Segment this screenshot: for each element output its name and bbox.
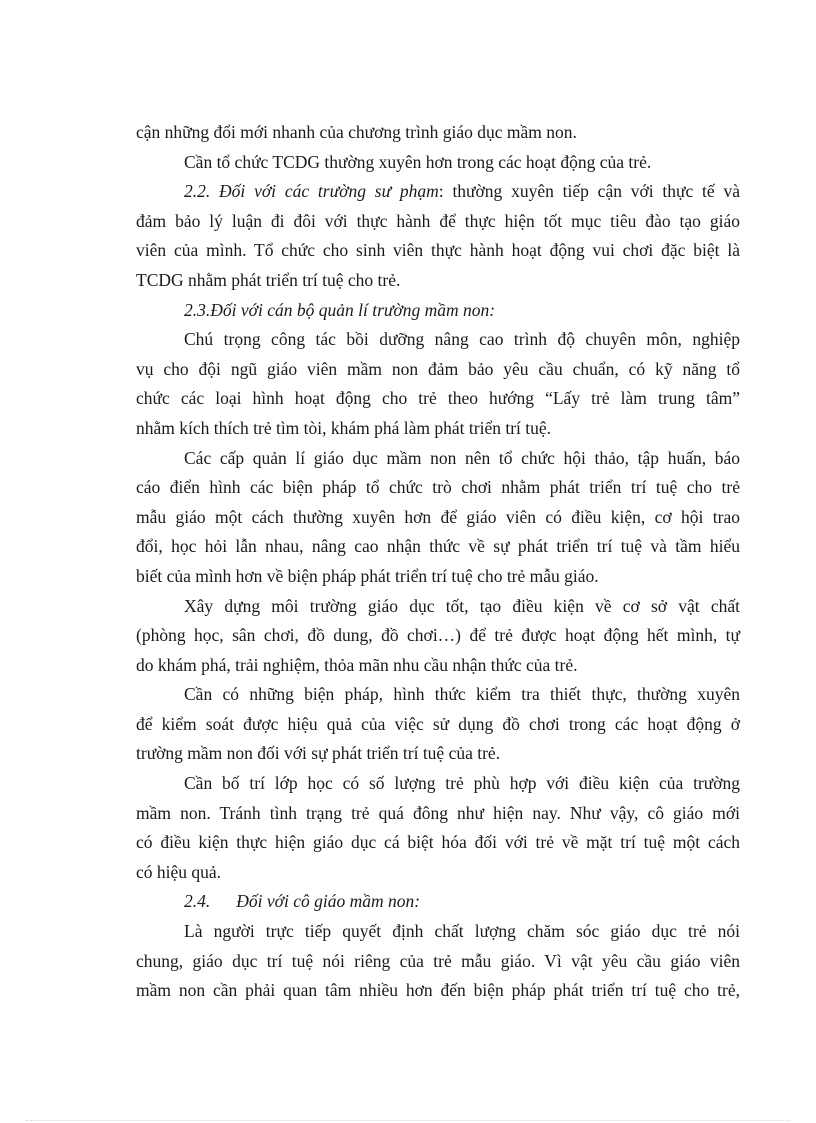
text-line: mẫu giáo một cách thường xuyên hơn để giáo viên có điều kiện, cơ hội trao <box>136 506 740 527</box>
section-heading-2-4 <box>136 887 740 917</box>
text-line: đảm bảo lý luận đi đôi với thực hành để thực hiện tốt mục tiêu đào tạo giáo <box>136 210 740 231</box>
text-line: cáo điển hình các biện pháp tổ chức trò chơi nhằm phát triển trí tuệ cho trẻ <box>136 477 740 498</box>
text-line: Các cấp quản lí giáo dục mầm non nên tổ chức hội thảo, tập huấn, báo <box>184 447 740 468</box>
text-line: vụ cho đội ngũ giáo viên mầm non đảm bảo yêu cầu chuẩn, có kỹ năng tổ <box>136 358 740 379</box>
text-line: Là người trực tiếp quyết định chất lượng chăm sóc giáo dục trẻ nói <box>184 921 740 942</box>
paragraph <box>136 325 740 443</box>
text-line: mầm non. Tránh tình trạng trẻ quá đông như hiện nay. Như vậy, cô giáo mới <box>136 802 740 823</box>
section-number: 2.4. <box>184 891 211 912</box>
text-line <box>136 177 740 207</box>
section-2-2 <box>136 177 740 295</box>
text-line: trường mầm non đối với sự phát triển trí tuệ của trẻ. <box>136 743 501 764</box>
text-line: Chú trọng công tác bồi dưỡng nâng cao trình độ chuyên môn, nghiệp <box>184 329 740 350</box>
text-line: có hiệu quả. <box>136 861 222 882</box>
text-line: (phòng học, sân chơi, đồ dung, đồ chơi…) để trẻ được hoạt động hết mình, tự <box>136 625 740 646</box>
paragraph <box>136 680 740 769</box>
paragraph <box>136 444 740 592</box>
text-line: có điều kiện thực hiện giáo dục cá biệt hóa đối với trẻ về mặt trí tuệ một cách <box>136 832 740 853</box>
text-line: Cần bố trí lớp học có số lượng trẻ phù hợp với điều kiện của trường <box>184 773 740 794</box>
page-bottom-rule <box>26 1120 790 1121</box>
text-line: đổi, học hỏi lẫn nhau, nâng cao nhận thức về sự phát triển trí tuệ và tầm hiểu <box>136 536 740 557</box>
text-line: Xây dựng môi trường giáo dục tốt, tạo điều kiện về cơ sở vật chất <box>184 595 740 616</box>
text-segment: : thường xuyên tiếp cận với thực tế và <box>438 181 740 202</box>
paragraph <box>136 148 740 178</box>
text-line: Cần tổ chức TCDG thường xuyên hơn trong các hoạt động của trẻ. <box>184 151 652 172</box>
section-heading-inline: 2.2. Đối với các trường sư phạm <box>184 181 439 202</box>
paragraph <box>136 917 740 1006</box>
text-line: do khám phá, trải nghiệm, thỏa mãn nhu cầu nhận thức của trẻ. <box>136 654 578 675</box>
paragraph <box>136 769 740 887</box>
text-line: viên của mình. Tổ chức cho sinh viên thực hành hoạt động vui chơi đặc biệt là <box>136 240 740 261</box>
text-line: chức các loại hình hoạt động cho trẻ theo hướng “Lấy trẻ làm trung tâm” <box>136 388 740 409</box>
text-line: để kiểm soát được hiệu quả của việc sử dụng đồ chơi trong các hoạt động ở <box>136 713 740 734</box>
document-page <box>136 118 740 1006</box>
text-line: Cần có những biện pháp, hình thức kiểm tra thiết thực, thường xuyên <box>184 684 740 705</box>
text-line: chung, giáo dục trí tuệ nói riêng của trẻ mẫu giáo. Vì vật yêu cầu giáo viên <box>136 950 740 971</box>
text-line: nhằm kích thích trẻ tìm tòi, khám phá làm phát triển trí tuệ. <box>136 417 552 438</box>
paragraph <box>136 592 740 681</box>
section-heading-2-3: 2.3.Đối với cán bộ quản lí trường mầm non: <box>184 299 496 320</box>
section-title: Đối với cô giáo mầm non: <box>236 891 421 912</box>
paragraph <box>136 118 740 148</box>
text-line: cận những đổi mới nhanh của chương trình giáo dục mầm non. <box>136 122 577 142</box>
text-line: biết của mình hơn về biện pháp phát triển trí tuệ cho trẻ mẫu giáo. <box>136 565 599 586</box>
text-line: TCDG nhằm phát triển trí tuệ cho trẻ. <box>136 269 401 290</box>
text-line: mầm non cần phải quan tâm nhiều hơn đến biện pháp phát triển trí tuệ cho trẻ, <box>136 980 740 1001</box>
